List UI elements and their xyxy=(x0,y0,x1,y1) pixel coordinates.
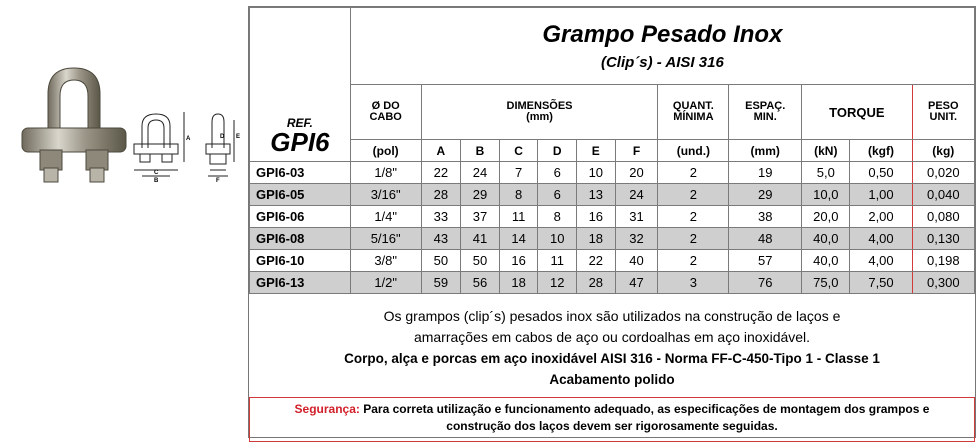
table-cell: 5/16" xyxy=(350,228,421,250)
table-cell: 50 xyxy=(461,250,500,272)
data-rows xyxy=(250,162,975,294)
table-cell: 7,50 xyxy=(850,272,912,294)
dim-label-b: B xyxy=(154,178,159,184)
weight-header: PESO UNIT. xyxy=(912,85,974,140)
table-cell: 56 xyxy=(461,272,500,294)
table-cell: 18 xyxy=(499,272,538,294)
description xyxy=(249,293,975,396)
table-cell: 41 xyxy=(461,228,500,250)
table-cell: 47 xyxy=(615,272,658,294)
safety-text-2: construção dos laços devem ser rigorosamente seguidas. xyxy=(446,419,778,433)
table-cell: 50 xyxy=(421,250,461,272)
row-code: GPI6-06 xyxy=(250,206,351,228)
page-title: Grampo Pesado Inox xyxy=(542,20,783,48)
table-cell: 10 xyxy=(577,162,616,184)
table-cell: 33 xyxy=(421,206,461,228)
unit-cell: A xyxy=(421,140,461,162)
table-cell: 29 xyxy=(461,184,500,206)
table-cell: 6 xyxy=(538,162,577,184)
table-row xyxy=(250,250,975,272)
unit-cell: (mm) xyxy=(729,140,802,162)
spec-table xyxy=(249,7,975,294)
row-code: GPI6-13 xyxy=(250,272,351,294)
table-cell: 0,130 xyxy=(912,228,974,250)
table-cell: 0,198 xyxy=(912,250,974,272)
table-cell: 20 xyxy=(615,162,658,184)
table-cell: 7 xyxy=(499,162,538,184)
table-cell: 1/8" xyxy=(350,162,421,184)
table-row xyxy=(250,206,975,228)
ref-cell xyxy=(250,8,351,162)
unit-cell: (kN) xyxy=(802,140,850,162)
row-code: GPI6-03 xyxy=(250,162,351,184)
ref-label: REF. xyxy=(286,116,313,130)
table-cell: 43 xyxy=(421,228,461,250)
table-cell: 76 xyxy=(729,272,802,294)
table-cell: 0,50 xyxy=(850,162,912,184)
unit-cell: (und.) xyxy=(658,140,729,162)
table-cell: 1,00 xyxy=(850,184,912,206)
ref-code: GPI6 xyxy=(270,127,330,157)
dimensions-header: DIMENSÕES (mm) xyxy=(421,85,658,140)
table-cell: 1/4" xyxy=(350,206,421,228)
table-cell: 18 xyxy=(577,228,616,250)
spec-sheet xyxy=(248,6,976,438)
table-cell: 2 xyxy=(658,250,729,272)
safety-text-1: Para correta utilização e funcionamento adequado, as especificações de montagem dos grampos e xyxy=(363,402,930,416)
table-cell: 1/2" xyxy=(350,272,421,294)
table-cell: 0,040 xyxy=(912,184,974,206)
unit-cell: D xyxy=(538,140,577,162)
table-cell: 11 xyxy=(538,250,577,272)
torque-header: TORQUE xyxy=(802,85,912,140)
table-cell: 19 xyxy=(729,162,802,184)
table-cell: 75,0 xyxy=(802,272,850,294)
table-cell: 28 xyxy=(421,184,461,206)
dim-label-d: D xyxy=(220,134,225,140)
table-cell: 16 xyxy=(499,250,538,272)
dim-label-a: A xyxy=(186,136,191,142)
table-cell: 37 xyxy=(461,206,500,228)
table-cell: 0,020 xyxy=(912,162,974,184)
unit-cell: C xyxy=(499,140,538,162)
table-cell: 20,0 xyxy=(802,206,850,228)
table-cell: 10,0 xyxy=(802,184,850,206)
title-cell xyxy=(350,8,974,85)
dim-label-c: C xyxy=(154,170,159,176)
description-line-3: Corpo, alça e porcas em aço inoxidável AISI 316 - Norma FF-C-450-Tipo 1 - Classe 1 xyxy=(344,351,880,366)
table-cell: 6 xyxy=(538,184,577,206)
table-cell: 3/8" xyxy=(350,250,421,272)
table-cell: 0,300 xyxy=(912,272,974,294)
dim-label-f: F xyxy=(216,178,220,184)
table-cell: 2 xyxy=(658,162,729,184)
table-cell: 24 xyxy=(615,184,658,206)
table-cell: 31 xyxy=(615,206,658,228)
unit-cell: (kg) xyxy=(912,140,974,162)
table-row xyxy=(250,228,975,250)
table-cell: 4,00 xyxy=(850,228,912,250)
table-cell: 3/16" xyxy=(350,184,421,206)
table-cell: 10 xyxy=(538,228,577,250)
product-image-area xyxy=(0,0,248,290)
table-row xyxy=(250,184,975,206)
table-cell: 22 xyxy=(577,250,616,272)
table-cell: 0,080 xyxy=(912,206,974,228)
table-cell: 59 xyxy=(421,272,461,294)
unit-cell: (kgf) xyxy=(850,140,912,162)
table-cell: 40 xyxy=(615,250,658,272)
table-cell: 57 xyxy=(729,250,802,272)
description-line-2: amarrações em cabos de aço ou cordoalhas em aço inoxidável. xyxy=(413,329,811,345)
table-cell: 2,00 xyxy=(850,206,912,228)
clip-photo xyxy=(18,62,130,192)
units-row xyxy=(250,140,975,162)
spacing-header: ESPAÇ. MIN. xyxy=(729,85,802,140)
table-cell: 12 xyxy=(538,272,577,294)
safety-notice xyxy=(249,397,975,442)
unit-cell: F xyxy=(615,140,658,162)
table-cell: 14 xyxy=(499,228,538,250)
table-cell: 8 xyxy=(538,206,577,228)
table-cell: 4,00 xyxy=(850,250,912,272)
description-line-4: Acabamento polido xyxy=(549,372,675,387)
table-cell: 38 xyxy=(729,206,802,228)
table-cell: 40,0 xyxy=(802,228,850,250)
technical-drawing xyxy=(128,104,246,184)
table-cell: 2 xyxy=(658,206,729,228)
table-row xyxy=(250,272,975,294)
table-cell: 2 xyxy=(658,228,729,250)
page-subtitle: (Clip´s) - AISI 316 xyxy=(600,53,724,71)
table-cell: 29 xyxy=(729,184,802,206)
table-cell: 13 xyxy=(577,184,616,206)
table-cell: 3 xyxy=(658,272,729,294)
unit-cell: E xyxy=(577,140,616,162)
table-cell: 48 xyxy=(729,228,802,250)
safety-label: Segurança: xyxy=(294,402,360,416)
table-cell: 22 xyxy=(421,162,461,184)
table-cell: 11 xyxy=(499,206,538,228)
diameter-header: Ø DO CABO xyxy=(350,85,421,140)
table-cell: 8 xyxy=(499,184,538,206)
table-cell: 24 xyxy=(461,162,500,184)
row-code: GPI6-10 xyxy=(250,250,351,272)
table-cell: 5,0 xyxy=(802,162,850,184)
unit-cell: B xyxy=(461,140,500,162)
description-line-1: Os grampos (clip´s) pesados inox são utilizados na construção de laços e xyxy=(383,308,841,324)
dim-label-e: E xyxy=(236,134,241,140)
table-cell: 40,0 xyxy=(802,250,850,272)
table-cell: 28 xyxy=(577,272,616,294)
row-code: GPI6-05 xyxy=(250,184,351,206)
table-cell: 2 xyxy=(658,184,729,206)
table-cell: 32 xyxy=(615,228,658,250)
quant-header: QUANT. MÍNIMA xyxy=(658,85,729,140)
table-row xyxy=(250,162,975,184)
unit-cell: (pol) xyxy=(350,140,421,162)
table-cell: 16 xyxy=(577,206,616,228)
row-code: GPI6-08 xyxy=(250,228,351,250)
